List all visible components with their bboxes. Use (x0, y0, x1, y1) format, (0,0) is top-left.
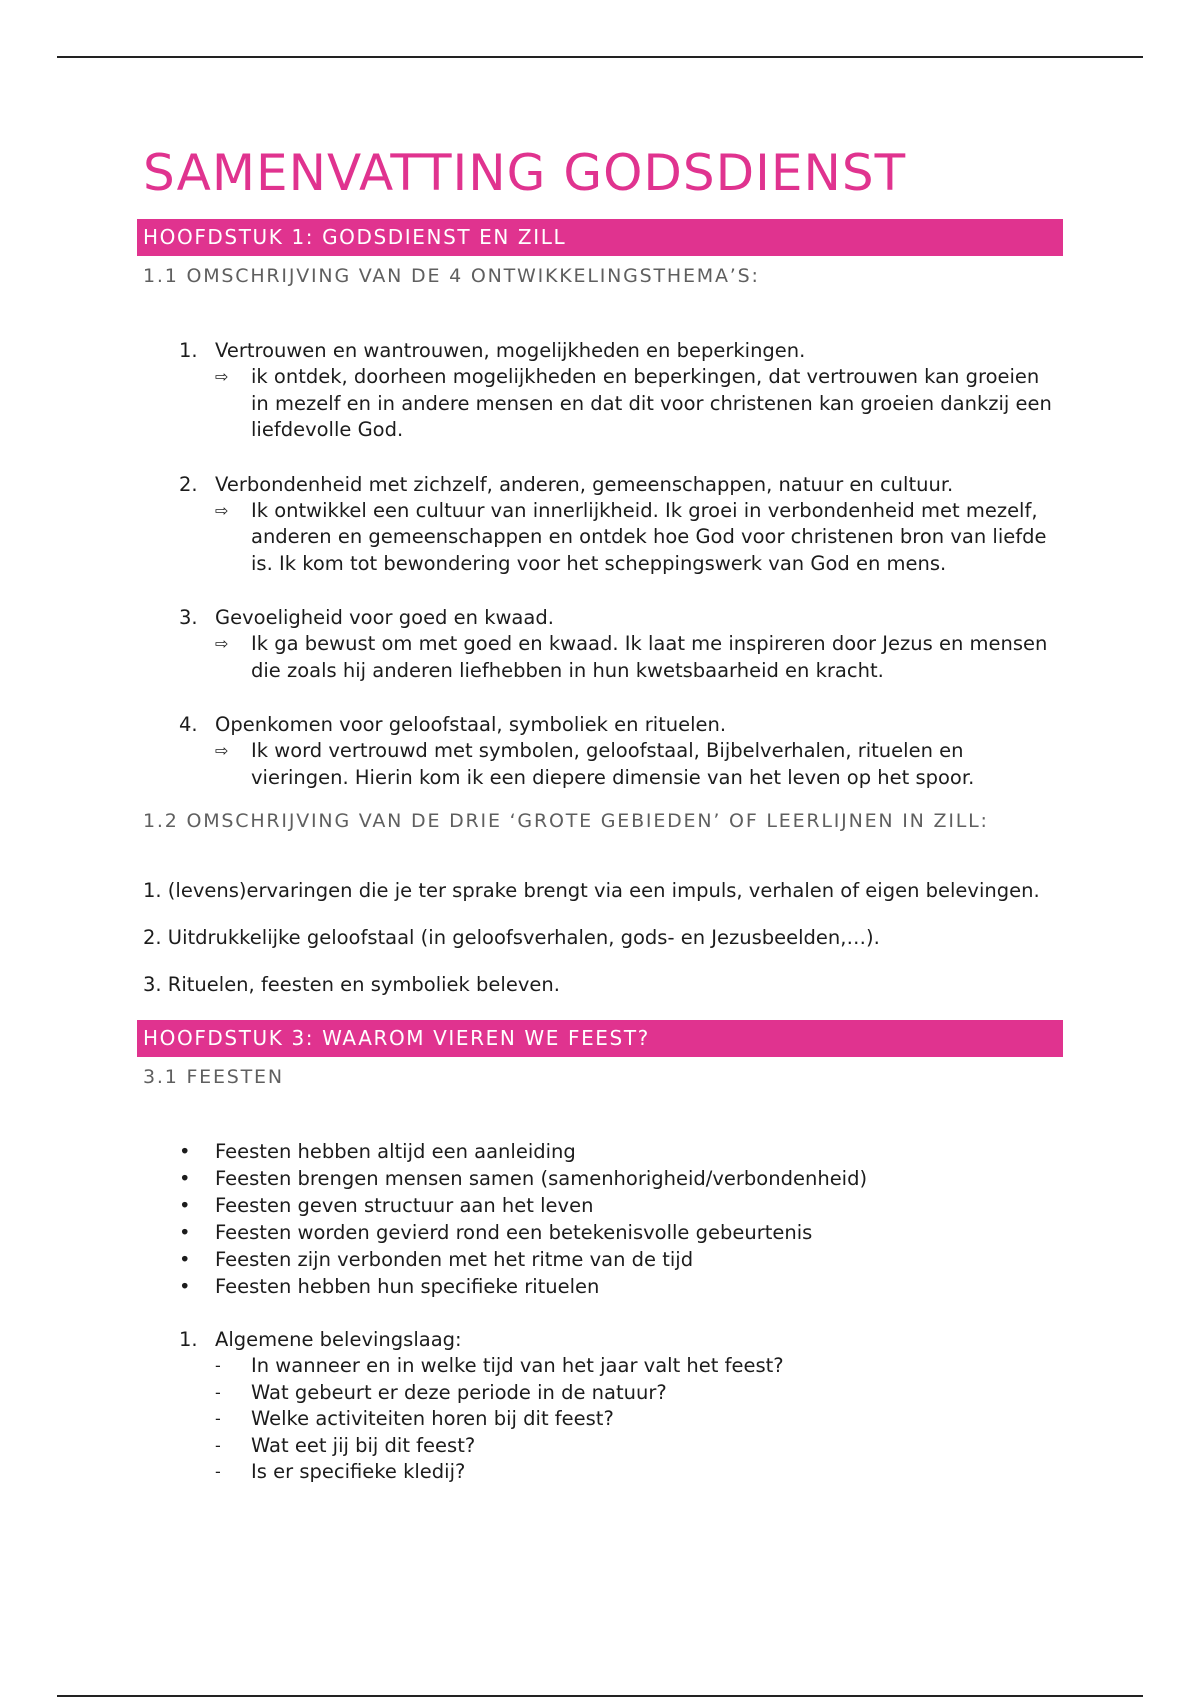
list-item: • Feesten zijn verbonden met het ritme van de tijd (179, 1248, 694, 1271)
list-item: • Feesten hebben hun specifieke rituelen (179, 1275, 600, 1298)
header-rule (57, 56, 1143, 58)
learning-area-item: 2. Uitdrukkelijke geloofstaal (in geloofsverhalen, gods- en Jezusbeelden,…). (143, 926, 880, 949)
list-number: 2. (179, 472, 198, 496)
list-number: 1. (179, 339, 198, 362)
theme-item (143, 711, 1063, 791)
bullet-icon: • (179, 1248, 191, 1271)
dash-icon: - (215, 1435, 221, 1455)
belevingslaag-title: Algemene belevingslaag: (215, 1328, 462, 1351)
list-number: 1. (179, 1328, 198, 1351)
document-title: SAMENVATTING GODSDIENST (143, 144, 907, 202)
theme-title: Openkomen voor geloofstaal, symboliek en rituelen. (215, 713, 727, 736)
theme-title: Vertrouwen en wantrouwen, mogelijkheden en beperkingen. (215, 339, 806, 362)
bullet-icon: • (179, 1140, 191, 1163)
arrow-right-icon: ⇨ (215, 634, 229, 653)
dash-icon: - (215, 1409, 221, 1428)
question-item: - Is er specifieke kledij? (215, 1459, 1063, 1486)
bullet-icon: • (179, 1275, 191, 1298)
section-1-2-heading: 1.2 OMSCHRIJVING VAN DE DRIE ‘GROTE GEBIEDEN’ OF LEERLIJNEN IN ZILL: (143, 810, 989, 832)
list-number: 3. (179, 606, 198, 629)
arrow-right-icon: ⇨ (215, 741, 229, 760)
section-3-1-heading: 3.1 FEESTEN (143, 1066, 284, 1088)
chapter-3-heading: HOOFDSTUK 3: WAAROM VIEREN WE FEEST? (137, 1020, 1063, 1057)
theme-item (143, 604, 1063, 684)
theme-item (143, 471, 1063, 578)
dash-icon: - (215, 1462, 221, 1481)
theme-item (143, 337, 1063, 444)
list-item: • Feesten worden gevierd rond een betekenisvolle gebeurtenis (179, 1221, 813, 1244)
arrow-right-icon: ⇨ (215, 367, 229, 386)
list-item: • Feesten geven structuur aan het leven (179, 1194, 594, 1217)
belevingslaag-item (143, 1326, 1063, 1486)
question-item: - Wat eet jij bij dit feest? (215, 1433, 1063, 1460)
section-1-1-heading: 1.1 OMSCHRIJVING VAN DE 4 ONTWIKKELINGSTHEMA’S: (143, 265, 760, 287)
theme-title: Gevoeligheid voor goed en kwaad. (215, 606, 554, 629)
bullet-icon: • (179, 1221, 191, 1244)
document-page (143, 140, 1063, 1486)
footer-rule (57, 1695, 1143, 1697)
learning-area-item: 1. (levens)ervaringen die je ter sprake brengt via een impuls, verhalen of eigen belevingen. (143, 879, 1040, 902)
list-item: • Feesten brengen mensen samen (samenhorigheid/verbondenheid) (179, 1167, 868, 1190)
themes-list (143, 337, 1063, 791)
feesten-bullet-list (143, 1138, 1063, 1300)
list-item: • Feesten hebben altijd een aanleiding (179, 1140, 576, 1163)
bullet-icon: • (179, 1167, 191, 1190)
question-item: - In wanneer en in welke tijd van het jaar valt het feest? (215, 1353, 1063, 1380)
theme-description: ⇨ Ik word vertrouwd met symbolen, geloofstaal, Bijbelverhalen, rituelen en vieringen. Hierin kom ik een diepere dimensie van het leven op het spoor. (215, 739, 975, 789)
question-item: - Wat gebeurt er deze periode in de natuur? (215, 1380, 1063, 1407)
dash-icon: - (215, 1356, 221, 1375)
bullet-icon: • (179, 1194, 191, 1217)
dash-icon: - (215, 1382, 221, 1402)
theme-description: ⇨ Ik ontwikkel een cultuur van innerlijkheid. Ik groei in verbondenheid met mezelf, anderen en gemeenschappen en ontdek hoe God voor christenen bron van liefde is. Ik kom tot bewondering voor het scheppingswerk van God en mens. (215, 498, 1047, 575)
learning-area-item: 3. Rituelen, feesten en symboliek beleven. (143, 973, 560, 996)
list-number: 4. (179, 713, 198, 736)
theme-title: Verbondenheid met zichzelf, anderen, gemeenschappen, natuur en cultuur. (215, 472, 954, 496)
arrow-right-icon: ⇨ (215, 500, 229, 520)
theme-description: ⇨ ik ontdek, doorheen mogelijkheden en beperkingen, dat vertrouwen kan groeien in mezelf en in andere mensen en dat dit voor christenen kan groeien dankzij een liefdevolle God. (215, 365, 1052, 441)
chapter-1-heading: HOOFDSTUK 1: GODSDIENST EN ZILL (137, 219, 1063, 256)
question-item: - Welke activiteiten horen bij dit feest? (215, 1406, 1063, 1433)
theme-description: ⇨ Ik ga bewust om met goed en kwaad. Ik laat me inspireren door Jezus en mensen die zoals hij anderen liefhebben in hun kwetsbaarheid en kracht. (215, 632, 1048, 682)
